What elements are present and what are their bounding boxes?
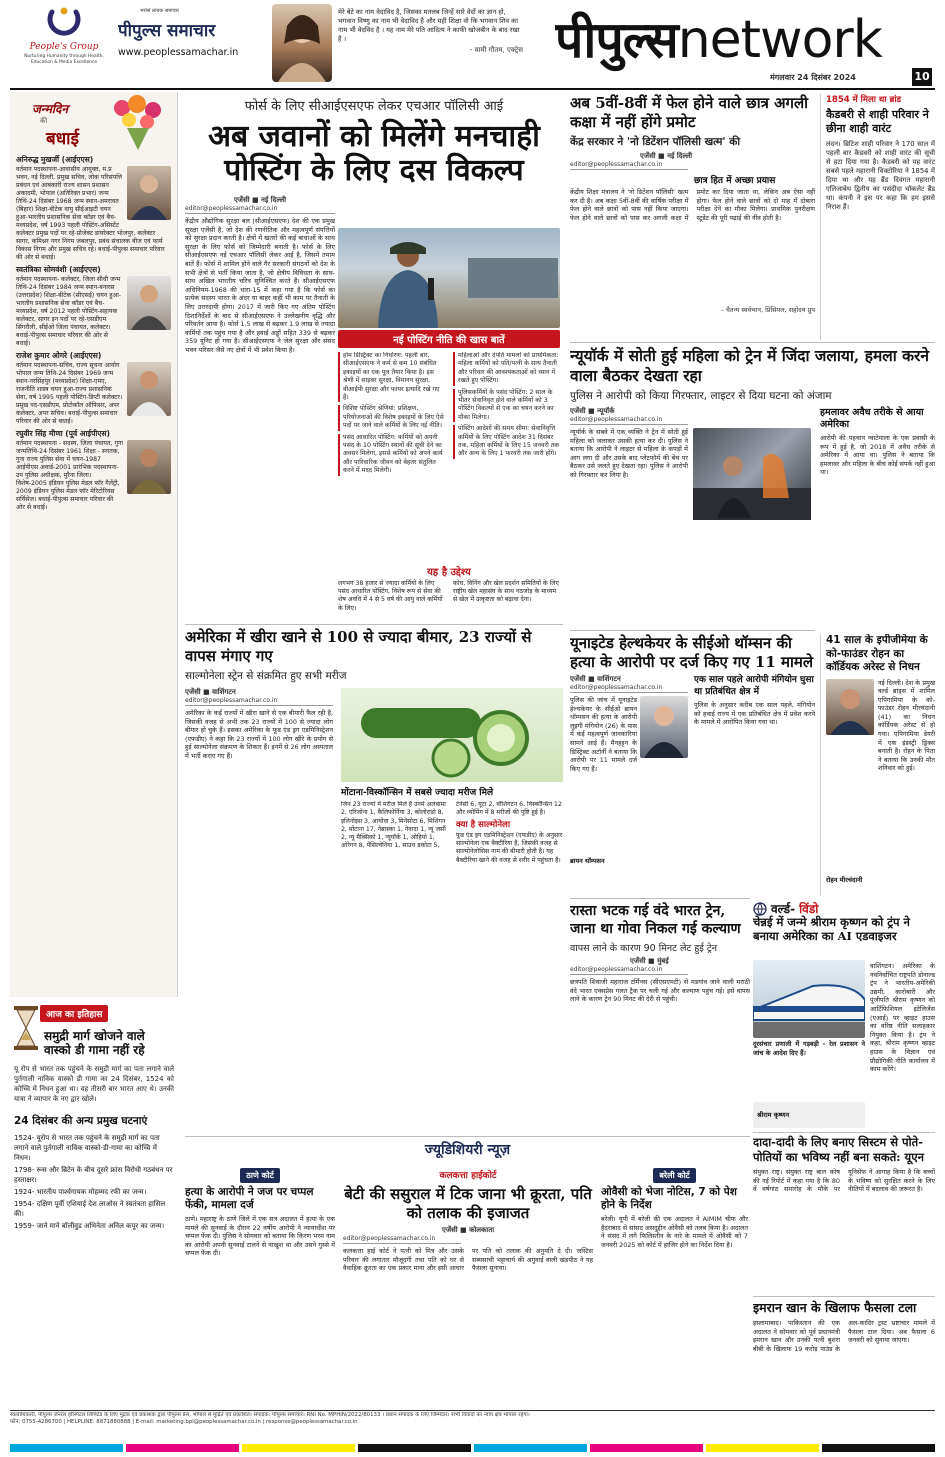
paper-small-name: पीपुल्स समाचार [118, 21, 216, 41]
divider [570, 342, 935, 343]
calcutta-headline: बेटी की ससुराल में टिक जाना भी क्रूरता, पति को तलाक की इजाजत [344, 1185, 592, 1222]
bareilly-headline: ओवैसी को भेजा नोटिस, 7 को पेश होने के निर्देश [601, 1186, 737, 1211]
ny-body: न्यूयॉर्क के सबवे में एक व्यक्ति ने ट्रेन में सोती हुई महिला को जलाकर उसकी हत्या कर दी। पुलिस ने बताया कि आरोपी ने लाइटर से महिला के कपड़ों में आग लगा दी और उसके बाद प्लेटफॉर्म की बेंच पर बैठकर उसे जलते हुए देखता रहा। पुलिस ने आरोपी को गिरफ्तार कर लिया है। [570, 428, 688, 479]
cucumber-photo-caption: मोंटाना-विस्कॉन्सिन में सबसे ज्यादा मरीज मिले [341, 788, 494, 798]
ny-side-head: हमलावर अवैध तरीके से आया अमेरिका [820, 407, 924, 430]
story-5-8-byline: एजेंसी ■ नई दिल्ली [640, 152, 693, 160]
cucumber-icon [341, 688, 563, 782]
main-headline: अब जवानों को मिलेंगे मनचाही पोस्टिंग के लिए दस विकल्प [208, 119, 540, 188]
train-caption-box [753, 1040, 865, 1100]
world-label-b: विंडो [799, 902, 819, 916]
birthday-photo-2 [127, 276, 171, 330]
ny-email: editor@peoplessamachar.co.in [570, 416, 688, 425]
uhc-headline: यूनाइटेड हेल्थकेयर के सीईओ थॉम्सन की हत्या के आरोपी पर दर्ज किए गए 11 मामले [570, 634, 814, 671]
story-5-8-email: editor@peoplessamachar.co.in [570, 161, 688, 170]
cisf-box-item: विशिष्ट पोस्टिंग श्रेणियां: प्रशिक्षण, परियोजनाओं की विशेष इकाइयों के लिए ऐसे पदों पर जाने वाले कर्मियों के लिए नई नीति। [338, 405, 445, 430]
hourglass-icon [12, 1006, 40, 1050]
quote-box [338, 8, 523, 82]
ny-story [570, 346, 935, 628]
world-body-box [870, 962, 935, 1122]
imran-headline: इमरान खान के खिलाफ फैसला टला [753, 1300, 917, 1315]
paper-badge [118, 8, 268, 68]
cucumber-story [185, 628, 563, 928]
footer [10, 1412, 935, 1442]
birthday-column [10, 92, 178, 997]
cucumber-states: जिन 23 राज्यों में मरीज मिले हैं उनमें अलबामा 2, एरिजोना 1, कैलिफोर्निया 3, कोलोराडो 8, इलिनोइस 3, आयोवा 3, मिनेसोटा 6, मिशिगन 2, मोंटाना 17, नेब्रास्का 1, नेवादा 1, न्यू जर्सी 2, न्यू मैक्सिको 1, न्यूयॉर्क 1, ओहियो 1, ओरेगन 8, पेंसिल्वेनिया 1, साउथ डकोटा 5, टेनेसी 6, यूटा 2, वॉशिंगटन 6, विस्कॉन्सिन 12 और व्योमिंग में 8 मरीजों की पुष्टि हुई है। [341, 801, 562, 850]
train-subhead: वापस लाने के कारण 90 मिनट लेट हुई ट्रेन [570, 943, 717, 954]
ny-main-col [570, 407, 812, 604]
soldier-icon [338, 228, 560, 328]
brand-en: network [677, 10, 882, 70]
cisf-box-items [338, 352, 560, 560]
bareilly-tag: बरेली कोर्ट [653, 1168, 695, 1183]
history-title: आज का इतिहास [40, 1005, 108, 1022]
cadbury-kicker: 1854 में मिला था ब्रांड [826, 95, 902, 105]
masthead-rule [10, 88, 935, 90]
subway-scene-icon [693, 428, 811, 520]
world-photo-caption: श्रीराम कृष्णन [757, 1111, 790, 1119]
cucumber-col-2 [341, 688, 563, 928]
cisf-box-item: महिलाओं और दंपति मामलों को प्राथमिकता: महिला कर्मियों को पति/पत्नी के साथ तैनाती और परिवार की आवश्यकताओं को ध्यान में रखते हुए पोस्टिंग। [453, 352, 560, 386]
flower-bouquet-icon [107, 94, 169, 152]
birthday-photo-4 [127, 440, 171, 494]
group-logo [14, 4, 114, 84]
divider [753, 1296, 935, 1297]
person-icon [127, 362, 171, 416]
thane-col [185, 1163, 335, 1385]
person-silhouette-icon [272, 4, 332, 82]
main-email: editor@peoplessamachar.co.in [185, 205, 335, 214]
birthday-title-bottom: बधाई [46, 129, 79, 149]
cisf-purpose-item: कोच, विनिंग और खेल प्रदर्शन समितियों के लिए राष्ट्रीय खेल महासंघ के साथ गठजोड़ के माध्यम से खेल में उत्कृष्टता को बढ़ावा देना। [453, 580, 559, 604]
train-email: editor@peoplessamachar.co.in [570, 966, 688, 975]
birthday-entry-1 [16, 156, 171, 262]
birthday-name-1: अनिरुद्ध मुखर्जी (आईएएस) [16, 155, 94, 164]
ny-byline: एजेंसी ■ न्यूयॉर्क [570, 407, 615, 415]
history-events-title: 24 दिसंबर की अन्य प्रमुख घटनाएं [14, 1114, 148, 1127]
cadbury-headline: कैडबरी से शाही परिवार ने छीना शाही वारंट [826, 108, 929, 135]
rohan-photo-caption: रोहन मीरचंदानी [826, 875, 863, 884]
calcutta-body: कलकत्ता हाई कोर्ट ने पत्नी को मित्र और उसके परिवार की लगातार मौजूदगी तथा पति को घर से वैवाहिक क्रूरता का एक प्रकार माना और इसी आधार पर पति को तलाक की अनुमति दे दी। जस्टिस सब्यसाची भट्टाचार्य की अगुवाई वाली खंडपीठ ने यह फैसला सुनाया। [343, 1247, 593, 1273]
cisf-photo [338, 228, 560, 328]
birthday-entry-3 [16, 352, 171, 426]
quote-text: मेरे बेटे का नाम वेदाविद है, जिसका मतलब जिन्हें सारे वेदों का ज्ञान हो, भगवान विष्णु का नाम भी वेदाविद है और यही शिक्षा वो कि भगवान शिव का नाम भी वेदविद है । यह नाम मेरे पति आदित्य ने काफी खोजबीन के बाद रखा है । [338, 8, 520, 43]
main-body: केंद्रीय औद्योगिक सुरक्षा बल (सीआईएसएफ) देश की एक प्रमुख सुरक्षा एजेंसी है, जो देश की रणनीतिक और महत्वपूर्ण संपत्तियों को सुरक्षा प्रदान करती है। क्षेत्रों में खतरों की कई बाधाओं के साथ सुरक्षा के लिए फोर्स को जिम्मेदारी बनाती है। फोर्स के लिए सीआईएसएफ नई एचआर पॉलिसी लेकर आई है, जिसमें तमाम बातें हैं। फोर्स में शामिल होने वाले गैर सरकारी संगठनों को देश के सभी क्षेत्रों से भर्ती किया जाता है, जो क्षेत्रीय विविधता के साथ-साथ अखिल भारतीय चरित्र सुनिश्चित करते हैं। सीआईएसएफ अधिनियम-1968 की धारा-15 में कहा गया है कि फोर्स का प्रत्येक सदस्य भारत के अंदर या बाहर कहीं भी काम पर तैनाती के लिए उत्तरदायी होगा। 2017 में जारी किए गए अंतिम पोस्टिंग दिशानिर्देशों के बाद से सीआईएसएफ ने उल्लेखनीय वृद्धि और परिवर्तन आया है। फोर्स 1.5 लाख से बढ़कर 1.9 लाख से ज्यादा कर्मियों तक पहुंच गया है और हवाई अड्डों सहित 339 से बढ़कर 359 यूनिट हो गया है। सीआईएसएफ ने जेल सुरक्षा और संसद भवन परिसर जैसे नए क्षेत्रों में भी प्रवेश किया है। [185, 217, 335, 354]
unicef-story [753, 1135, 935, 1295]
story-5-8-quote-author: - चैतन्य स्वर्वभान, प्रिंसिपल, सहोदय प्रुप [721, 306, 815, 314]
uhc-email: editor@peoplessamachar.co.in [570, 684, 688, 693]
person-icon [127, 276, 171, 330]
history-headline: समुद्री मार्ग खोजने वाले वास्को डी गामा नहीं रहे [44, 1029, 145, 1057]
imran-story [753, 1300, 935, 1406]
footer-contact: फोन: 0755-4286700 | HELPLINE: 8871880888 | E-mail: marketing.bpl@peoplessamachar.co.in | response@peoplessamachar.co.in [10, 1419, 358, 1425]
bareilly-col [601, 1163, 748, 1385]
cisf-purpose-item: लगभग 38 हजार से ज्यादा कर्मियों के लिए पसंद आधारित पोस्टिंग, विशेष रूप से सेवा की शेष अवधि में 4 से 5 वर्ष की आयु वाले कर्मियों के लिए। [338, 580, 443, 612]
history-text: यू रोप से भारत तक पहुंचने के समुद्री मार्ग का पता लगाने वाले पुर्तगाली नाविक वास्को डी गामा का 24 दिसंबर, 1524 को कोच्चि में निधन हुआ था। वह तीसरी बार भारत आए थे। उनकी यात्रा ने व्यापार के नए द्वार खोले। [14, 1064, 174, 1103]
birthday-title-mid: की [40, 117, 48, 125]
cucumber-sal-title: क्या है साल्मोनेला [456, 819, 511, 830]
thane-headline: हत्या के आरोपी ने जज पर चप्पल फेंकी, मामला दर्ज [185, 1186, 314, 1211]
story-5-8-subhead: केंद्र सरकार ने 'नो डिटेंशन पॉलिसी खत्म' की [570, 136, 741, 148]
main-byline: एजेंसी ■ नई दिल्ली [233, 196, 287, 204]
divider [185, 624, 563, 625]
history-event: 1954- दक्षिण पूर्वी एशियाई देश लाओस ने स्वतंत्रता हासिल की। [14, 1199, 166, 1218]
print-color-bar [10, 1444, 935, 1452]
world-label-a: वर्ल्ड- [771, 902, 796, 916]
date-line: मंगलवार 24 दिसंबर 2024 [770, 73, 856, 82]
cadbury-story [820, 94, 935, 340]
birthday-header [10, 92, 177, 154]
divider [570, 898, 750, 899]
judiciary-banner: ज्यूडिशियरी न्यूज़ [424, 1142, 511, 1158]
calcutta-byline: एजेंसी ■ कोलकाता [441, 1226, 495, 1234]
story-5-8-body: केंद्रीय शिक्षा मंत्रालय ने 'नो डिटेंशन पॉलिसी' खत्म कर दी है। अब कक्षा 5वीं-8वीं की वार्षिक परीक्षा में फेल होने वाले छात्रों को पास नहीं किया जाएगा। फेल होने वाले छात्रों को पास कर अगली कक्षा में प्रमोट कर दिया जाता था, लेकिन अब ऐसा नहीं होगा। फेल होने वाले छात्रों को दो माह में दोबारा परीक्षा देने का मौका मिलेगा। प्राथमिक पुनरीक्षण स्टूडेंट की पूरी पढ़ाई की नींव होती है। [570, 188, 815, 222]
website[interactable]: www.peoplessamachar.in [118, 47, 239, 58]
ny-headline: न्यूयॉर्क में सोती हुई महिला को ट्रेन में जिंदा जलाया, हमला करने वाला बैठकर देखता रहा [570, 346, 929, 385]
person-icon [640, 696, 688, 758]
train-body: छत्रपति शिवाजी महाराज टर्मिनस (सीएसएमटी) से मडगांव जाने वाली मराठी वंदे भारत एक्सप्रेस गलत ट्रैक पर चली गई और कल्याण पहुंच गई। इसे वापस लाने के कारण ट्रेन 90 मिनट की देरी से पहुंची। [570, 978, 750, 1004]
uhc-side-body: पुलिस के अनुसार करीब एक साल पहले, मंगियोन को हवाई राज्य में एक प्रतिबंधित क्षेत्र में प्रवेश करने के मामले में आरोपित किया गया था। [694, 701, 815, 727]
birthday-text-2: वर्तमान पदस्थापना- कलेक्टर, जिला सीधी जन्म तिथि-24 दिसंबर 1984 जन्म स्थान-बनारस (उत्तरप्रदेश) शिक्षा-बीटेक (सीएसई) चयन हुआ-भारतीय प्रशासनिक सेवा कॉडर एवं बैच-मध्यप्रदेश, वर्ष 2012 पहली पोस्टिंग-सहायक कलेक्टर, सागर इन पदों पर रहे-एसडीएम सिंगरौली, सीईओ जिला पंचायत, कलेक्टर। बधाई-पीपुल्स समाचार परिवार की ओर से बधाई। [16, 276, 122, 347]
group-name: People's Group [29, 42, 99, 52]
cisf-purpose-title: यह है उद्देश्य [427, 567, 471, 578]
ny-subhead: पुलिस ने आरोपी को किया गिरफ्तार, लाइटर से दिया घटना को अंजाम [570, 390, 832, 402]
thane-tag: ठाणे कोर्ट [240, 1168, 280, 1183]
uhc-side-head: एक साल पहले आरोपी मंगियोन घुसा था प्रतिबंधित क्षेत्र में [694, 675, 814, 697]
world-headline-box [753, 915, 935, 959]
cisf-box [338, 330, 560, 620]
brand [555, 4, 935, 72]
birthday-name-4: रघुवीर सिंह मीणा (पूर्व आईपीएस) [16, 429, 110, 438]
world-headline: चेन्नई में जन्मे श्रीराम कृष्णन को ट्रंप ने बनाया अमेरिका का AI एडवाइजर [753, 915, 910, 943]
story-5-8-headline: अब 5वीं-8वीं में फेल होने वाले छात्र अगली कक्षा में नहीं होंगे प्रमोट [570, 94, 809, 131]
cucumber-byline: एजेंसी ■ वाशिंगटन [185, 688, 236, 696]
main-kicker: फोर्स के लिए सीआईएसएफ लेकर एचआर पॉलिसी आई [244, 99, 504, 114]
birthday-text-4: वर्तमान पदस्थापना - सदस्य, जिला पंचायत, गुना जन्मतिथि-24 दिसंबर 1961 शिक्षा - स्नातक, गुना राज्य पुलिस सेवा में चयन-1987 आईपीएस अवार्ड-2001 प्रारंभिक पदस्थापना-उप पुलिस अधीक्षक, मुरैना जिला। विशेष-2005 इंडियन पुलिस मेडल फॉर गैलेंट्री, 2009 इंडियन पुलिस मेडल फॉर मेरिटोरियस सर्विसेज। बधाई-पीपुल्स समाचार परिवार की ओर से बधाई। [16, 440, 123, 511]
uhc-byline: एजेंसी ■ वाशिंगटन [570, 675, 621, 683]
history-section [10, 1000, 178, 1410]
uhc-story [570, 634, 815, 896]
cisf-box-item: पुलिसकर्मियों के पसंद पोस्टिंग: 2 साल के भीतर सेवानिवृत होने वाले कर्मियों को 3 पोस्टिंग विकल्पों से एक का चयन करने का मौका मिलेगा। [453, 389, 560, 423]
cucumber-headline: अमेरिका में खीरा खाने से 100 से ज्यादा बीमार, 23 राज्यों से वापस मंगाए गए [185, 628, 532, 665]
birthday-entry-2 [16, 266, 171, 348]
story-5-8-subhead2: छात्र हित में अच्छा प्रयास [694, 176, 776, 186]
birthday-name-2: स्वतंत्रिका सोमवंशी (आईएएस) [16, 265, 101, 274]
bareilly-body: बरेली। यूपी में बरेली की एक अदालत ने AIMIM चीफ और हैदराबाद से सांसद असदुद्दीन ओवैसी को तलब किया है। अदालत ने संसद में लगे फिलिस्तीन के नारे के मामले में ओवैसी को 7 जनवरी 2025 को कोर्ट में हाजिर होने का निर्देश दिया है। [601, 1215, 748, 1249]
story-5-8 [570, 94, 815, 340]
brand-hindi: पीपुल्स [555, 10, 678, 69]
rohan-story [820, 634, 935, 896]
calcutta-email: editor@peoplessamachar.co.in [343, 1235, 461, 1244]
uhc-side-col [694, 675, 815, 871]
page-number: 10 [912, 68, 932, 86]
divider [753, 1132, 935, 1133]
birthday-photo-3 [127, 362, 171, 416]
cucumber-body: अमेरिका के कई राज्यों में खीरा खाने से एक बीमारी फैल रही है, जिसकी वजह से अभी तक 23 राज्यों में 100 से ज्यादा लोग बीमार हो चुके हैं। इसका अमेरिका के फूड एंड ड्रग एडमिनिस्ट्रेशन (एफडीए) ने कहा कि 23 राज्यों में 100 लोग खीरे के प्रयोग से हुई साल्मोनेला संक्रमण के शिकार हैं। इनमें से 26 लोग अस्पताल में भर्ती कराए गए हैं। [185, 709, 333, 760]
ny-photo [693, 428, 811, 520]
train-photo-caption: दूरसंचार प्रणाली में गड़बड़ी - रेल प्रशासन ने जांच के आदेश दिए हैं। [753, 1040, 865, 1057]
footer-text: स्वत्वाधिकारी, पीपुल्स जनरल हॉस्पिटल लिमिटेड के लिए मुद्रक एवं प्रकाशक द्वारा पीपुल्स प्रेस, भोपाल से मुद्रित एवं प्रकाशित। संपादक: पीपुल्स समाचार। RNI No. MPHIN/2022/80133 । प्रधान संपादक के लिए जिम्मेदार। सभी विवादों का न्याय क्षेत्र भोपाल रहेगा। [10, 1412, 530, 1418]
history-events [10, 1133, 178, 1231]
uhc-photo [640, 696, 688, 758]
cisf-box-item: पोस्टिंग आदेशों की समय सीमा: सेवानिवृत्ति कर्मियों के लिए पोस्टिंग आदेश 31 दिसंबर तक, महिला कर्मियों के लिए 15 जनवरी तक और अन्य के लिए 1 फरवरी तक जारी होंगे। [453, 425, 560, 459]
ny-side-body: आरोपी की पहचान ग्वाटेमाला के एक प्रवासी के रूप में हुई है, जो 2018 में अवैध तरीके से अमेरिका में आया था। पुलिस ने बताया कि हमलावर और महिला के बीच कोई संपर्क नहीं हुआ था। [820, 434, 935, 477]
cucumber-col-2-body [341, 801, 563, 928]
rohan-headline: 41 साल के इपीजीमेया के को-फाउंडर रोहन का कॉर्डियक अरेस्ट से निधन [826, 634, 928, 673]
train-icon [753, 960, 865, 1038]
cisf-box-item: होम डिस्ट्रिक्ट का निर्धारण: पहली बार, सीआईएसएफ ने कर्म से कम 10 संबंधित इकाइयों का एक पूल तैयार किया है। इस श्रेणी में साइबर सुरक्षा, विमानन सुरक्षा, वीआईपी सुरक्षा और फायर इत्यादि रखे गए हैं। [338, 352, 445, 402]
train-byline: एजेंसी ■ मुंबई [630, 957, 669, 965]
quote-portrait [272, 4, 332, 82]
imran-body: इस्लामाबाद। पाकिस्तान की एक अदालत ने सोमवार को पूर्व प्रधानमंत्री इमरान खान और उनकी पत्नी बुशरा बीबी के खिलाफ 19 करोड़ पाउंड के अल-कादिर ट्रस्ट भ्रष्टाचार मामले में फैसला टाल दिया। अब फैसला 6 जनवरी को सुनाया जाएगा। [753, 1319, 935, 1353]
world-photo [753, 1102, 865, 1128]
birthday-entries [10, 156, 177, 512]
uhc-body: पुलिस की जांच में यूनाइटेड हेल्थकेयर के सीईओ ब्रायन थॉम्पसन की हत्या के आरोपी लुइगी मंगियोन (26) के पास में कई महत्वपूर्ण जानकारियां सामने आई हैं। मैनहट्टन के डिस्ट्रिक्ट अटॉर्नी ने बताया कि आरोपी पर 11 मामले दर्ज किए गए हैं। [570, 696, 637, 773]
history-hourglass [12, 1006, 40, 1054]
birthday-name-3: राजेश कुमार ओगरे (आईएएस) [16, 351, 102, 360]
rohan-photo [826, 679, 874, 735]
calcutta-col [343, 1163, 593, 1385]
thane-body: ठाणे। महाराष्ट्र के ठाणे जिले में एक सत्र अदालत में हत्या के एक मामले की सुनवाई के दौरान 22 वर्षीय आरोपी ने न्यायाधीश पर चप्पल फेंक दी। पुलिस ने सोमवार को बताया कि किरण भरम नाम का आरोपी अपनी सुनवाई टालने से नाखुश था और उसने गुस्से में चप्पल फेंक दी। [185, 1215, 335, 1258]
paper-tag: भरोसे लायक समाचार [140, 8, 180, 14]
divider [185, 1136, 750, 1137]
unicef-headline: दादा-दादी के लिए बनाए सिस्टम से पोते-पोतियों का भविष्य नहीं बना सकते: यूएन [753, 1135, 924, 1164]
cisf-box-title: नई पोस्टिंग नीति की खास बातें [338, 330, 560, 348]
cucumber-photo [341, 688, 563, 782]
cadbury-body: लंदन। ब्रिटिश शाही परिवार ने 170 साल में पहली बार कैडबरी को शाही वारंट की सूची से हटा दिया गया है। कैडबरी को यह वारंट सबसे पहले महारानी विक्टोरिया ने 1854 में दिया था और यह ब्रैंड दिवंगत महारानी एलिजाबेथ द्वितीय का पसंदीदा चॉकलेट ब्रैंड था। कंपनी ने इस पर कहा कि हम इससे निराश हैं। [826, 140, 935, 211]
divider [570, 630, 815, 631]
person-uniform-icon [127, 440, 171, 494]
group-logo-icon [44, 6, 84, 40]
train-photo [753, 960, 865, 1038]
cucumber-sal-body: फूड एंड ड्रग एडमिनिस्ट्रेशन (एफडीए) के अनुसार साल्मोनेला एक बैक्टीरिया है, जिसकी वजह से साल्मोनेलोसिस नाम की बीमारी होती है। यह बैक्टीरिया खाने की वजह से शरीर में पहुंचता है। [456, 831, 563, 864]
train-story [570, 902, 750, 1132]
unicef-body: संयुक्त राष्ट्र। संयुक्त राष्ट्र बाल कोष की नई रिपोर्ट में कहा गया है कि 80 वें वर्षगांठ समारोह के मौके पर यूनिसेफ ने आगाह किया है कि बच्चों के भविष्य को सुरक्षित करने के लिए नीतियों में बदलाव की जरूरत है। [753, 1168, 935, 1194]
history-event: 1924- भारतीय पार्श्वगायक मोहम्मद रफी का जन्म। [14, 1187, 147, 1196]
cisf-purpose-items [338, 580, 560, 613]
birthday-entry-4 [16, 430, 171, 512]
uhc-photo-caption: ब्रायन थॉम्पसन [570, 857, 605, 865]
calcutta-tag: कलकत्ता हाईकोर्ट [439, 1171, 497, 1181]
masthead [0, 0, 945, 88]
globe-icon [753, 902, 767, 916]
train-headline: रास्ता भटक गई वंदे भारत ट्रेन, जाना था गोवा निकल गई कल्याण [570, 903, 741, 937]
group-tagline: Nurturing Humanity through Health, Education & Media Excellence [24, 54, 104, 65]
history-event: 1798- रूस और ब्रिटेन के बीच दूसरे फ्रांस विरोधी गठबंधन पर हस्ताक्षर। [14, 1165, 173, 1184]
uhc-main-col [570, 675, 688, 871]
cucumber-subhead: साल्मोनेला स्ट्रेन से संक्रमित हुए सभी मरीज [185, 670, 347, 682]
person-icon [826, 679, 874, 735]
rohan-body: नई दिल्ली। देश के प्रमुख वर्ल्ड ब्रांड्स में शामिल एपिगामिया के को-फाउंडर रोहन मीरचंदानी (41) का निधन कॉर्डियक अरेस्ट से हो गया। एपिगामिया डेयरी में एक इंडस्ट्री ड्रिक्स बनाती है। रोहन के पिता ने बताया कि उनकी मौत शनिवार को हुई। [878, 678, 935, 773]
quote-author: - यामी गौतम, एक्ट्रेस [469, 46, 523, 54]
birthday-title-top: जन्मदिन [32, 102, 69, 116]
cucumber-email: editor@peoplessamachar.co.in [185, 697, 333, 706]
cisf-box-item: पसंद आधारित पोस्टिंग: कर्मियों को अपनी पसंद के 10 पोस्टिंग स्थानों की सूची देने का अवसर मिलेगा, इससे कर्मियों को अपने कार्य और पारिवारिक जीवन को बेहतर संतुलित करने में मदद मिलेगी। [338, 434, 445, 476]
birthday-text-3: वर्तमान पदस्थापना-सचिव, राज्य सूचना आयोग भोपाल जन्म तिथि-24 दिसंबर 1969 जन्म स्थान-नरसिंहपुर (मध्यप्रदेश) शिक्षा-एमए, राजनीति शास्त्र चयन हुआ-राज्य प्रशासनिक सेवा, वर्ष 1995 पहली पोस्टिंग-डिप्टी कलेक्टर। प्रमुख पद-एसडीएम, प्रोटोकॉल ऑफिसर, अपर कलेक्टर, अपर सचिव। बधाई-पीपुल्स समाचार परिवार की ओर से बधाई। [16, 362, 123, 425]
ny-side-col [820, 407, 935, 604]
judiciary-section [185, 1140, 750, 1408]
cucumber-col-1 [185, 688, 333, 928]
world-body: वाशिंगटन। अमेरिका के नवनिर्वाचित राष्ट्रपति डोनाल्ड ट्रंप ने भारतीय-अमेरिकी उद्यमी, कारोबारी और पूंजीपति श्रीराम कृष्णन को आर्टिफिशियल इंटेलिजेंस (एआई) पर व्हाइट हाउस का वरिष्ठ नीति सलाहकार नियुक्त किया है। ट्रंप ने कहा, श्रीराम कृष्णन व्हाइट हाउस के विज्ञान एवं प्रौद्योगिकी नीति कार्यालय में काम करेंगे। [870, 962, 935, 1074]
birthday-text-1: वर्तमान पदस्थापना-आवासीय आयुक्त, म.प्र भवन, नई दिल्ली, प्रमुख सचिव, लोक परिसंपत्ति प्रबंधन एवं आबकारी राज्य शासन प्रशासन अकादमी, भोपाल (अतिरिक्त प्रभार) जन्म तिथि-24 दिसंबर 1968 जन्म स्थान-अमरावत (बिहार) शिक्षा-बीटेक वायु सीईआइटी चयन हुआ-भारतीय प्रशासनिक सेवा कॉडर एवं बैच-मध्यप्रदेश, वर्ष 1993 पहली पोस्टिंग-असिस्टेंट कलेक्टर प्रमुख पदों पर रहे-प्रोजेक्ट डायरेक्टर भोजपुर, कलेक्टर सागर, कमिश्नर नगर निगम जबलपुर, प्रबंध संचालक बीज एवं फार्म विकास निगम और प्रमुख सचिव रहे। बधाई-पीपुल्स समाचार परिवार की ओर से बधाई। [16, 166, 165, 261]
birthday-photo-1 [127, 166, 171, 220]
history-event: 1959- जाने माने बॉलीवुड अभिनेता अनिल कपूर का जन्म। [14, 1221, 165, 1230]
person-icon [127, 166, 171, 220]
footer-rule [10, 1410, 935, 1411]
history-event: 1524- यूरोप से भारत तक पहुंचने के समुद्री मार्ग का पता लगाने वाले पुर्तगाली नाविक वास्को-डी-गामा का कोच्चि में निधन। [14, 1133, 160, 1162]
